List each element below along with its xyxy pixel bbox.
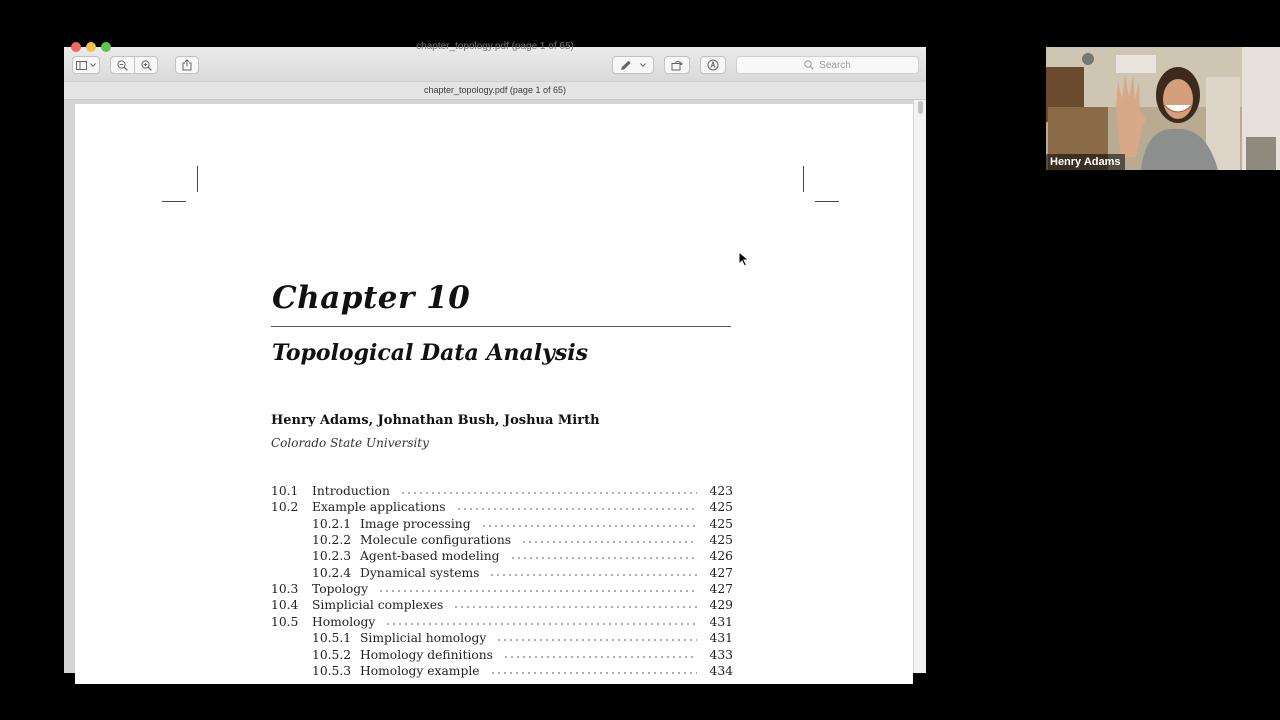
zoom-in-button[interactable] bbox=[134, 56, 158, 74]
share-icon bbox=[182, 59, 192, 71]
toc-title: Introduction bbox=[312, 484, 390, 498]
pdf-page bbox=[75, 104, 913, 684]
participant-video-tile[interactable] bbox=[1046, 47, 1280, 170]
chapter-rule bbox=[271, 326, 731, 327]
toc-row[interactable] bbox=[271, 582, 733, 598]
search-field[interactable] bbox=[736, 56, 919, 74]
authors: Henry Adams, Johnathan Bush, Joshua Mirth bbox=[271, 413, 600, 428]
toc-number: 10.5.1 bbox=[312, 631, 352, 646]
toc-leader-dots bbox=[490, 672, 697, 674]
toc-number: 10.5.2 bbox=[312, 647, 352, 662]
vertical-scrollbar[interactable] bbox=[914, 100, 926, 673]
toc-title: Homology definitions bbox=[360, 647, 493, 662]
toc-number: 10.2 bbox=[271, 500, 299, 515]
toc-page-number: 433 bbox=[709, 647, 733, 662]
search-placeholder: Search bbox=[819, 59, 851, 71]
toc-leader-dots bbox=[503, 656, 697, 658]
toc-leader-dots bbox=[521, 541, 697, 543]
sidebar-toggle-button[interactable] bbox=[72, 56, 100, 74]
toc-leader-dots bbox=[400, 492, 697, 494]
toc-leader-dots bbox=[510, 557, 697, 559]
toc-leader-dots bbox=[489, 574, 697, 576]
participant-video-feed bbox=[1046, 47, 1280, 170]
crop-mark bbox=[197, 166, 198, 192]
window-title: chapter_topology.pdf (page 1 of 65) bbox=[416, 41, 574, 52]
sidebar-icon bbox=[76, 61, 87, 70]
document-title-bar: chapter_topology.pdf (page 1 of 65) bbox=[64, 81, 926, 100]
toc-title: Dynamical systems bbox=[360, 565, 480, 580]
scrollbar-thumb[interactable] bbox=[918, 101, 923, 114]
toc-row[interactable] bbox=[271, 648, 733, 664]
preview-window bbox=[64, 41, 926, 678]
toc-leader-dots bbox=[453, 606, 697, 608]
toc-row[interactable] bbox=[271, 598, 733, 614]
crop-mark bbox=[162, 201, 186, 202]
toc-page-number: 427 bbox=[709, 565, 733, 580]
annotate-button[interactable] bbox=[700, 56, 726, 74]
toc-number: 10.1 bbox=[271, 484, 299, 498]
toc-number: 10.2.4 bbox=[312, 565, 352, 580]
participant-name: Henry Adams bbox=[1046, 154, 1125, 170]
toc-title: Simplicial homology bbox=[360, 631, 487, 646]
zoom-out-button[interactable] bbox=[110, 56, 134, 74]
toc-title: Example applications bbox=[312, 500, 446, 515]
toc-row[interactable] bbox=[271, 664, 733, 680]
toc-title: Homology example bbox=[360, 663, 480, 678]
zoom-out-icon bbox=[117, 60, 128, 71]
toc-page-number: 427 bbox=[709, 582, 733, 597]
toc-leader-dots bbox=[496, 639, 697, 641]
toc-page-number: 423 bbox=[709, 484, 733, 498]
toc-title: Homology bbox=[312, 614, 376, 629]
toc-row[interactable] bbox=[271, 631, 733, 647]
chapter-heading: Chapter 10 bbox=[272, 280, 471, 316]
toc-page-number: 431 bbox=[709, 631, 733, 646]
toc-page-number: 425 bbox=[709, 500, 733, 515]
search-icon bbox=[804, 60, 814, 70]
toc-title: Molecule configurations bbox=[360, 533, 512, 548]
toc-page-number: 429 bbox=[709, 598, 733, 613]
toc-leader-dots bbox=[456, 508, 697, 510]
toc-title: Agent-based modeling bbox=[360, 549, 500, 564]
rotate-button[interactable] bbox=[664, 56, 690, 74]
toc-page-number: 431 bbox=[709, 614, 733, 629]
toc-page-number: 425 bbox=[709, 533, 733, 548]
rotate-icon bbox=[671, 60, 683, 71]
toc-leader-dots bbox=[481, 525, 697, 527]
zoom-in-icon bbox=[141, 60, 152, 71]
toc-row[interactable] bbox=[271, 549, 733, 565]
toc-row[interactable] bbox=[271, 517, 733, 533]
toolbar bbox=[64, 41, 926, 81]
chevron-down-icon bbox=[90, 63, 96, 67]
toc-number: 10.2.1 bbox=[312, 516, 352, 531]
share-button[interactable] bbox=[175, 56, 199, 74]
annotate-icon bbox=[707, 59, 719, 71]
chevron-down-icon bbox=[640, 63, 646, 67]
toc-number: 10.3 bbox=[271, 582, 299, 597]
toc-row[interactable] bbox=[271, 533, 733, 549]
affiliation: Colorado State University bbox=[271, 436, 429, 450]
toc-row[interactable] bbox=[271, 484, 733, 500]
toc-row[interactable] bbox=[271, 500, 733, 516]
toc-page-number: 425 bbox=[709, 516, 733, 531]
mouse-cursor-icon bbox=[738, 251, 750, 267]
crop-mark bbox=[815, 201, 839, 202]
toc-number: 10.4 bbox=[271, 598, 299, 613]
toc-leader-dots bbox=[385, 623, 697, 625]
toc-page-number: 426 bbox=[709, 549, 733, 564]
toc-title: Image processing bbox=[360, 516, 471, 531]
chapter-title: Topological Data Analysis bbox=[272, 340, 589, 366]
toc-number: 10.5 bbox=[271, 614, 299, 629]
toc-title: Topology bbox=[312, 582, 369, 597]
crop-mark bbox=[803, 166, 804, 192]
markup-pen-icon bbox=[620, 60, 632, 71]
toc-title: Simplicial complexes bbox=[312, 598, 444, 613]
toc-number: 10.2.3 bbox=[312, 549, 352, 564]
markup-pen-button[interactable] bbox=[612, 56, 654, 74]
toc-row[interactable] bbox=[271, 615, 733, 631]
toc-leader-dots bbox=[378, 590, 697, 592]
toc-number: 10.2.2 bbox=[312, 533, 352, 548]
toc-row[interactable] bbox=[271, 566, 733, 582]
toc-number: 10.5.3 bbox=[312, 663, 352, 678]
document-viewer[interactable] bbox=[64, 100, 926, 678]
toc-page-number: 434 bbox=[709, 663, 733, 678]
